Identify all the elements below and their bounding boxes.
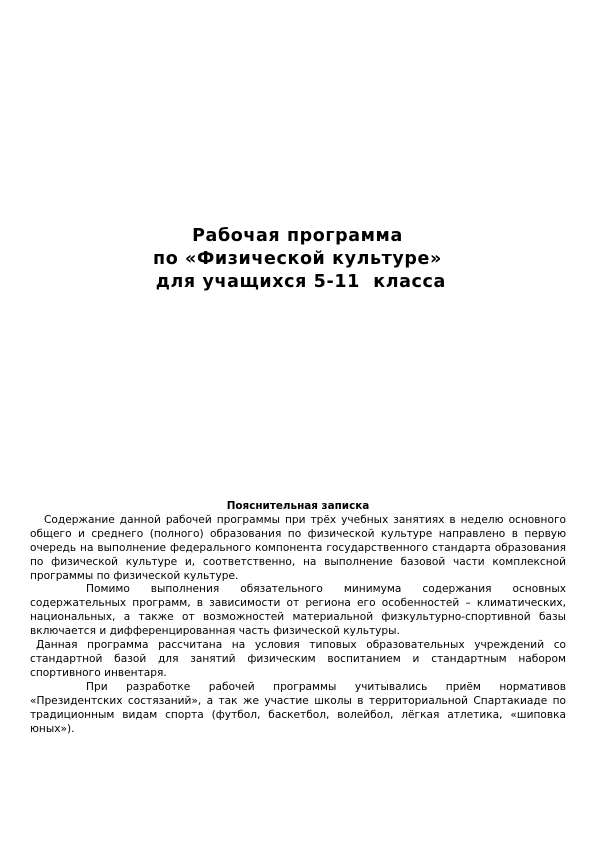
- title-line-1: Рабочая программа: [192, 226, 403, 246]
- document-title: [0, 225, 595, 294]
- title-line-2: по «Физической культуре»: [153, 249, 442, 269]
- note-paragraph-4: При разработке рабочей программы учитывались приём нормативов «Президентских состязаний», а так же участие школы в территориальной Спартакиаде по традиционным видам спорта (футбол, баскетбол, волейбол, лёгкая атлетика, «шиповка юных»).: [30, 680, 566, 735]
- title-line-3: для учащихся 5-11 класса: [149, 272, 446, 292]
- note-heading: Пояснительная записка: [226, 500, 370, 512]
- note-paragraph-1: Содержание данной рабочей программы при трёх учебных занятиях в неделю основного общего и среднего (полного) образования по физической культуре направлено в первую очередь на выполнение федерального компонента государственного стандарта образования по физической культуре и, соответственно, на выполнение базовой части комплексной программы по физической культуре.: [30, 513, 566, 582]
- note-paragraph-3: Данная программа рассчитана на условия типовых образовательных учреждений со стандартной базой для занятий физическим воспитанием и стандартным набором спортивного инвентаря.: [30, 639, 566, 679]
- note-paragraph-2: Помимо выполнения обязательного минимума содержания основных содержательных программ, в зависимости от региона его особенностей – климатических, национальных, а также от возможностей материальной физкультурно-спортивной базы включается и дифференцированная часть физической культуры.: [30, 583, 566, 638]
- explanatory-note: [30, 500, 566, 736]
